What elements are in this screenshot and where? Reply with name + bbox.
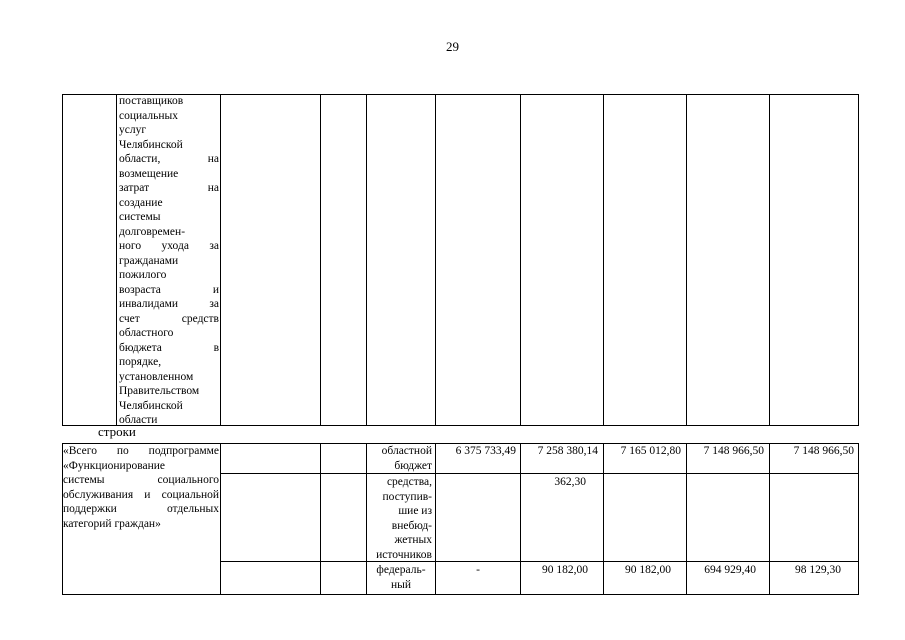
text-line: ного ухода за xyxy=(119,240,219,252)
text-line: обслуживания и социальной xyxy=(63,488,219,501)
source-line: областной xyxy=(381,445,432,457)
value-cell: 90 182,00 xyxy=(625,564,671,576)
text-line: области xyxy=(119,414,158,426)
text-line: инвалидами за xyxy=(119,298,219,310)
source-line: ный xyxy=(390,578,412,591)
text-line: Челябинской xyxy=(119,138,183,151)
text-line: пожилого xyxy=(119,269,167,281)
source-line: федераль- xyxy=(376,564,426,576)
value-cell: 7 165 012,80 xyxy=(620,445,681,457)
text-line: социальных xyxy=(119,109,178,122)
source-extrabudgetary xyxy=(368,475,432,562)
value-cell: - xyxy=(476,564,480,576)
text-line: системы социального xyxy=(63,474,219,486)
text-line: «Всего по подпрограмме xyxy=(63,445,219,457)
text-line: возмещение xyxy=(119,167,179,180)
text-line: Челябинской xyxy=(119,399,183,412)
value-cell: 7 148 966,50 xyxy=(793,445,854,457)
source-federal xyxy=(368,563,434,592)
value-cell: 362,30 xyxy=(554,476,586,488)
text-line: возраста и xyxy=(119,283,219,296)
subprogram-total-description xyxy=(63,444,219,531)
text-line: услуг xyxy=(119,124,147,136)
value-cell: 7 148 966,50 xyxy=(703,445,764,457)
source-line: поступив- xyxy=(382,490,432,503)
source-line: жетных xyxy=(394,534,432,546)
text-line: затрат на xyxy=(119,182,219,194)
page-number: 29 xyxy=(446,39,459,54)
text-line: счет средств xyxy=(119,312,219,325)
text-line: порядке, xyxy=(119,356,162,368)
text-line: областного xyxy=(119,327,174,339)
source-regional-budget xyxy=(368,444,432,473)
value-cell: 694 929,40 xyxy=(704,564,756,576)
text-line: поставщиков xyxy=(119,95,184,107)
text-line: Правительством xyxy=(119,385,200,397)
row-label: строки xyxy=(98,424,136,439)
value-cell: 7 258 380,14 xyxy=(537,445,598,457)
text-line: категорий граждан» xyxy=(63,517,161,530)
value-cell: 98 129,30 xyxy=(795,564,841,576)
source-line: шие из xyxy=(398,505,432,517)
text-line: бюджета в xyxy=(119,341,219,354)
value-cell: 90 182,00 xyxy=(542,564,588,576)
value-cell: 6 375 733,49 xyxy=(455,445,516,457)
text-line: поддержки отдельных xyxy=(63,503,219,515)
text-line: области, на xyxy=(119,153,219,165)
source-line: внебюд- xyxy=(391,519,432,532)
source-line: средства, xyxy=(386,476,432,488)
text-line: системы xyxy=(119,211,161,223)
text-line: долговремен- xyxy=(119,225,186,238)
source-line: бюджет xyxy=(394,459,432,472)
text-line: гражданами xyxy=(119,254,179,267)
text-line: создание xyxy=(119,196,163,209)
text-line: «Функционирование xyxy=(63,459,165,472)
measure-description xyxy=(119,94,219,428)
text-line: установленном xyxy=(119,370,194,383)
source-line: источников xyxy=(376,548,432,561)
